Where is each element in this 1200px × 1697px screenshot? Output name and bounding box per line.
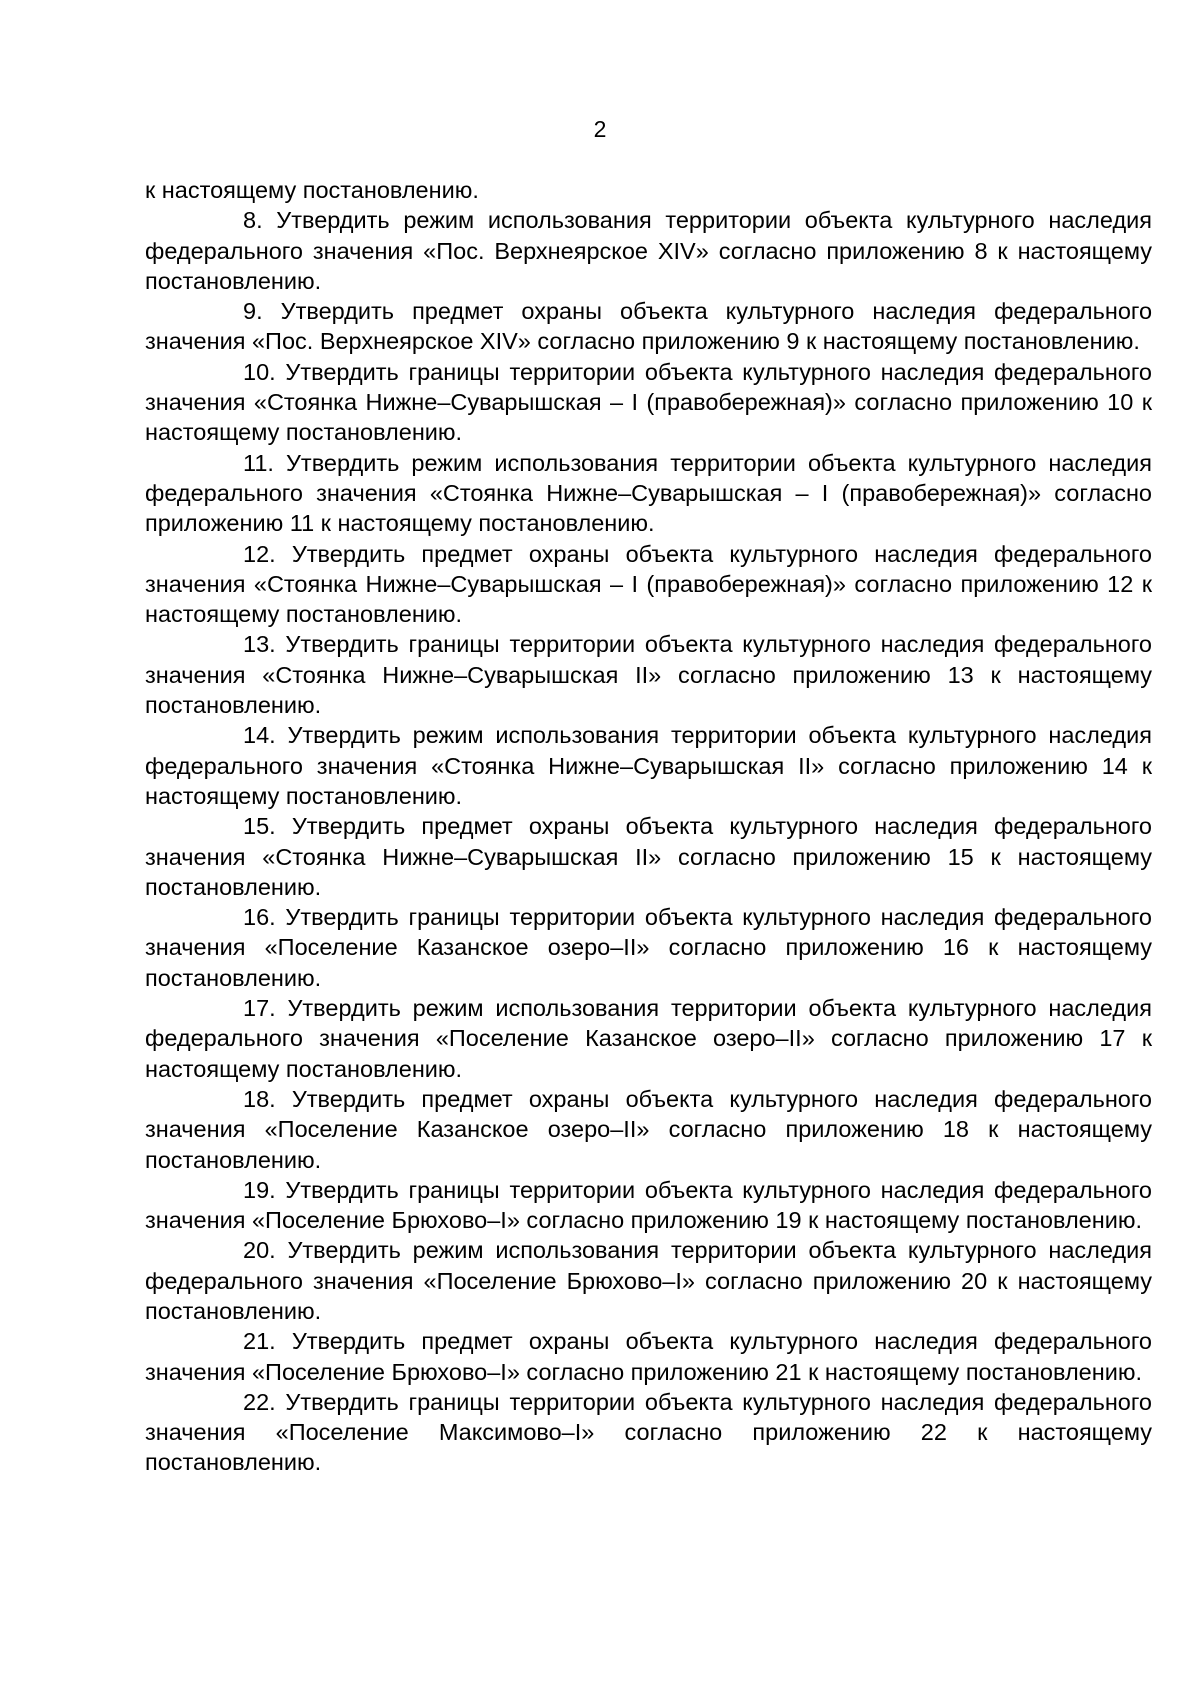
paragraph-text: Утвердить границы территории объекта культурного наследия федерального значения «Стоянка Нижне–Суварышская II» согласно приложению 13 к настоящему постановлению.: [145, 631, 1152, 719]
paragraph-text: Утвердить режим использования территории объекта культурного наследия федерального значения «Пос. Верхнеярское XIV» согласно приложению 8 к настоящему постановлению.: [145, 207, 1153, 294]
paragraph-text: Утвердить режим использования территории объекта культурного наследия федерального значения «Стоянка Нижне–Суварышская II» согласно приложению 14 к настоящему постановлению.: [145, 722, 1152, 809]
numbered-paragraph: [145, 811, 1152, 902]
numbered-paragraph: [145, 296, 1152, 357]
paragraph-text: Утвердить предмет охраны объекта культурного наследия федерального значения «Поселение Брюхово–I» согласно приложению 21 к настоящему постановлению.: [145, 1328, 1152, 1385]
numbered-paragraph: [145, 993, 1152, 1084]
numbered-paragraph: [145, 205, 1152, 296]
page-number: 2: [593, 116, 607, 142]
continuation-text: к настоящему постановлению.: [145, 177, 479, 203]
numbered-paragraph: [145, 539, 1152, 630]
paragraph-number: 14.: [243, 722, 276, 749]
paragraph-text: Утвердить режим использования территории объекта культурного наследия федерального значения «Поселение Казанское озеро–II» согласно приложению 17 к настоящему постановлению.: [145, 995, 1152, 1082]
paragraph-number: 11.: [243, 449, 274, 476]
paragraph-text: Утвердить границы территории объекта культурного наследия федерального значения «Стоянка Нижне–Суварышская – I (правобережная)» согласно приложению 10 к настоящему постановлению.: [145, 358, 1152, 446]
numbered-paragraph: [145, 1387, 1152, 1478]
numbered-paragraph: [145, 629, 1152, 720]
paragraph-number: 8.: [243, 207, 263, 234]
paragraph-number: 17.: [243, 995, 276, 1022]
paragraph-number: 10.: [243, 358, 276, 385]
paragraph-number: 21.: [243, 1328, 276, 1355]
paragraph-number: 13.: [243, 631, 276, 658]
paragraph-number: 22.: [243, 1388, 276, 1415]
paragraph-number: 15.: [243, 813, 276, 840]
paragraph-text: Утвердить режим использования территории объекта культурного наследия федерального значения «Стоянка Нижне–Суварышская – I (правобережная)» согласно приложению 11 к настоящему постановлению.: [145, 449, 1152, 537]
paragraph-number: 19.: [243, 1176, 276, 1203]
numbered-paragraph: [145, 1084, 1152, 1175]
paragraph-number: 18.: [243, 1085, 276, 1112]
paragraph-number: 9.: [243, 298, 263, 325]
paragraph-text: Утвердить предмет охраны объекта культурного наследия федерального значения «Стоянка Нижне–Суварышская – I (правобережная)» согласно приложению 12 к настоящему постановлению.: [145, 540, 1152, 628]
paragraph-text: Утвердить границы территории объекта культурного наследия федерального значения «Поселение Казанское озеро–II» согласно приложению 16 к настоящему постановлению.: [145, 904, 1152, 991]
paragraph-number: 20.: [243, 1237, 276, 1264]
paragraph-text: Утвердить режим использования территории объекта культурного наследия федерального значения «Поселение Брюхово–I» согласно приложению 20 к настоящему постановлению.: [145, 1237, 1152, 1324]
paragraph-text: Утвердить предмет охраны объекта культурного наследия федерального значения «Поселение Казанское озеро–II» согласно приложению 18 к настоящему постановлению.: [145, 1085, 1152, 1173]
numbered-paragraph: [145, 448, 1152, 539]
paragraph-text: Утвердить границы территории объекта культурного наследия федерального значения «Поселение Брюхово–I» согласно приложению 19 к настоящему постановлению.: [145, 1176, 1152, 1234]
paragraph-text: Утвердить предмет охраны объекта культурного наследия федерального значения «Пос. Верхнеярское XIV» согласно приложению 9 к настоящему постановлению.: [145, 298, 1153, 355]
numbered-paragraph: [145, 357, 1152, 448]
numbered-paragraph: [145, 1326, 1152, 1387]
paragraph-number: 16.: [243, 904, 276, 931]
paragraph-text: Утвердить границы территории объекта культурного наследия федерального значения «Поселение Максимово–I» согласно приложению 22 к настоящему постановлению.: [145, 1388, 1152, 1476]
numbered-paragraph: [145, 720, 1152, 811]
numbered-paragraph: [145, 902, 1152, 993]
paragraph-text: Утвердить предмет охраны объекта культурного наследия федерального значения «Стоянка Нижне–Суварышская II» согласно приложению 15 к настоящему постановлению.: [145, 813, 1152, 900]
paragraph-number: 12.: [243, 540, 276, 567]
numbered-paragraph: [145, 1175, 1152, 1236]
document-body: [145, 175, 1152, 1478]
numbered-paragraph: [145, 1235, 1152, 1326]
